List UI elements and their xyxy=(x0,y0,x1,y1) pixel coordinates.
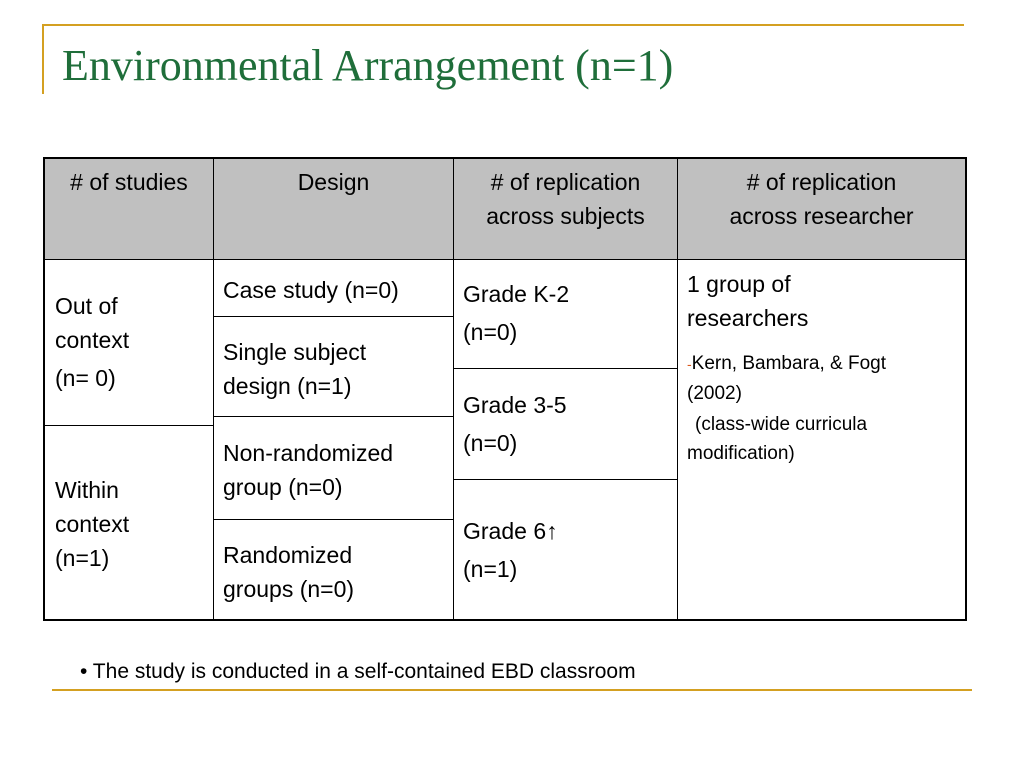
researcher-group-line1: 1 group of xyxy=(687,271,791,297)
studies-row-divider xyxy=(45,425,213,426)
non-randomized-line2: group (n=0) xyxy=(223,474,343,500)
grade-6-label: Grade 6↑ xyxy=(463,518,558,544)
design-row-divider-3 xyxy=(213,519,453,520)
design-randomized xyxy=(223,538,451,606)
title-top-rule xyxy=(42,24,964,26)
out-of-context-line2: context xyxy=(55,327,130,353)
design-row-divider-2 xyxy=(213,416,453,417)
grade-6-count: (n=1) xyxy=(463,556,518,582)
citation-note-line1: (class-wide curricula xyxy=(695,414,868,435)
header-subjects-line2: across subjects xyxy=(486,203,645,229)
header-researcher-line1: # of replication xyxy=(746,169,897,195)
grade-k2-count: (n=0) xyxy=(463,319,518,345)
header-studies xyxy=(45,159,213,259)
header-studies-label: # of studies xyxy=(70,169,188,195)
header-subjects xyxy=(454,159,677,259)
title-side-rule xyxy=(42,26,44,94)
citation-year: (2002) xyxy=(687,383,742,404)
header-researcher-line2: across researcher xyxy=(729,203,914,229)
design-single-subject xyxy=(223,335,451,403)
citation-note-line2: modification) xyxy=(687,443,795,464)
studies-within-context xyxy=(55,473,205,575)
footer-rule xyxy=(52,689,972,691)
grade-3-5-label: Grade 3-5 xyxy=(463,392,567,418)
header-researcher xyxy=(678,159,965,259)
single-subject-line1: Single subject xyxy=(223,339,367,365)
researcher-group-line2: researchers xyxy=(687,305,809,331)
studies-table xyxy=(43,157,967,621)
citation-authors: Kern, Bambara, & Fogt xyxy=(691,353,886,374)
single-subject-line2: design (n=1) xyxy=(223,373,352,399)
non-randomized-line1: Non-randomized xyxy=(223,440,394,466)
header-divider xyxy=(45,259,965,260)
researcher-cell xyxy=(687,267,957,468)
subjects-grade-6 xyxy=(463,514,673,586)
header-subjects-line1: # of replication xyxy=(490,169,641,195)
grade-k2-label: Grade K-2 xyxy=(463,281,570,307)
subjects-row-divider-2 xyxy=(453,479,677,480)
within-context-count: (n=1) xyxy=(55,545,110,571)
footer-note: • The study is conducted in a self-contained EBD classroom xyxy=(80,660,636,683)
studies-out-of-context xyxy=(55,289,205,395)
within-context-line1: Within xyxy=(55,477,119,503)
header-design xyxy=(214,159,453,259)
out-of-context-count: (n= 0) xyxy=(55,365,116,391)
design-row-divider-1 xyxy=(213,316,453,317)
header-design-label: Design xyxy=(297,169,370,195)
design-non-randomized xyxy=(223,436,451,504)
randomized-line2: groups (n=0) xyxy=(223,576,355,602)
out-of-context-line1: Out of xyxy=(55,293,118,319)
within-context-line2: context xyxy=(55,511,130,537)
subjects-row-divider-1 xyxy=(453,368,677,369)
slide-title: Environmental Arrangement (n=1) xyxy=(62,41,674,90)
researcher-citation xyxy=(687,349,957,379)
design-case-study xyxy=(223,273,451,307)
subjects-grade-3-5 xyxy=(463,388,673,460)
randomized-line1: Randomized xyxy=(223,542,353,568)
case-study-label: Case study (n=0) xyxy=(223,277,399,303)
citation-dash: - xyxy=(687,356,692,372)
subjects-grade-k2 xyxy=(463,277,673,349)
grade-3-5-count: (n=0) xyxy=(463,430,518,456)
